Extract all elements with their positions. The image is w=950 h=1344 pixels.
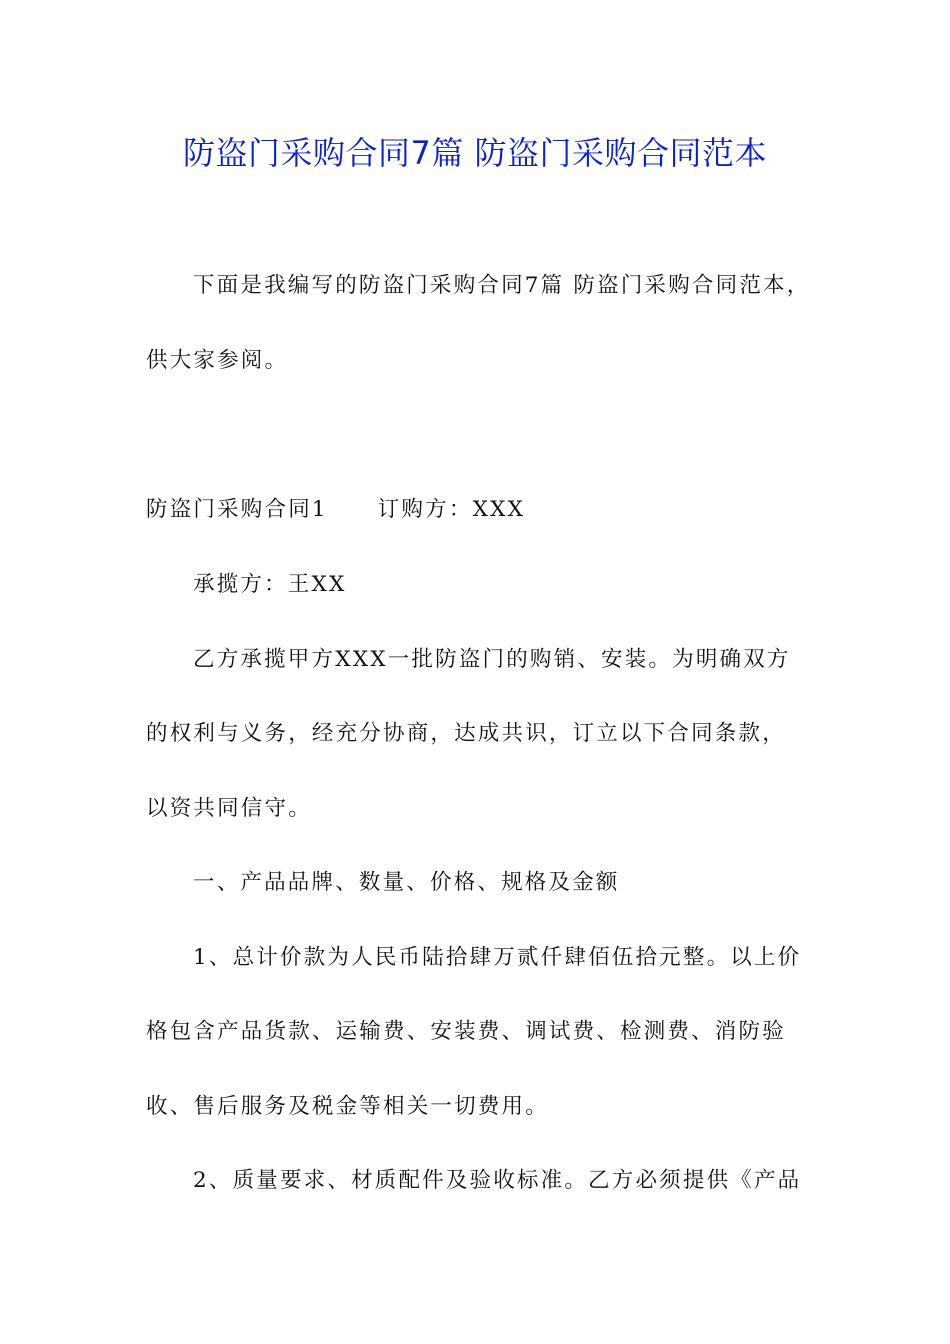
contract-heading: 防盗门采购合同1 xyxy=(146,497,328,522)
contractor-line: 承揽方：王XX xyxy=(193,572,347,597)
section-heading-1: 一、产品品牌、数量、价格、规格及金额 xyxy=(193,870,620,895)
item1-line-3: 收、售后服务及税金等相关一切费用。 xyxy=(146,1094,549,1119)
intro-line-2: 供大家参阅。 xyxy=(146,348,289,373)
document-title: 防盗门采购合同7篇 防盗门采购合同范本 xyxy=(182,134,768,172)
item2-line-1: 2、质量要求、材质配件及验收标准。乙方必须提供《产品 xyxy=(193,1168,802,1193)
intro-line-1: 下面是我编写的防盗门采购合同7篇 防盗门采购合同范本， xyxy=(193,273,811,298)
item1-line-2: 格包含产品货款、运输费、安装费、调试费、检测费、消防验 xyxy=(146,1019,786,1044)
contract-heading-row xyxy=(146,495,525,525)
para1-line-3: 以资共同信守。 xyxy=(146,796,312,821)
buyer-line: 订购方：XXX xyxy=(377,497,526,522)
para1-line-1: 乙方承揽甲方XXX一批防盗门的购销、安装。为明确双方 xyxy=(193,647,791,672)
para1-line-2: 的权利与义务，经充分协商，达成共识，订立以下合同条款， xyxy=(146,721,786,746)
item1-line-1: 1、总计价款为人民币陆拾肆万贰仟肆佰伍拾元整。以上价 xyxy=(193,945,802,970)
